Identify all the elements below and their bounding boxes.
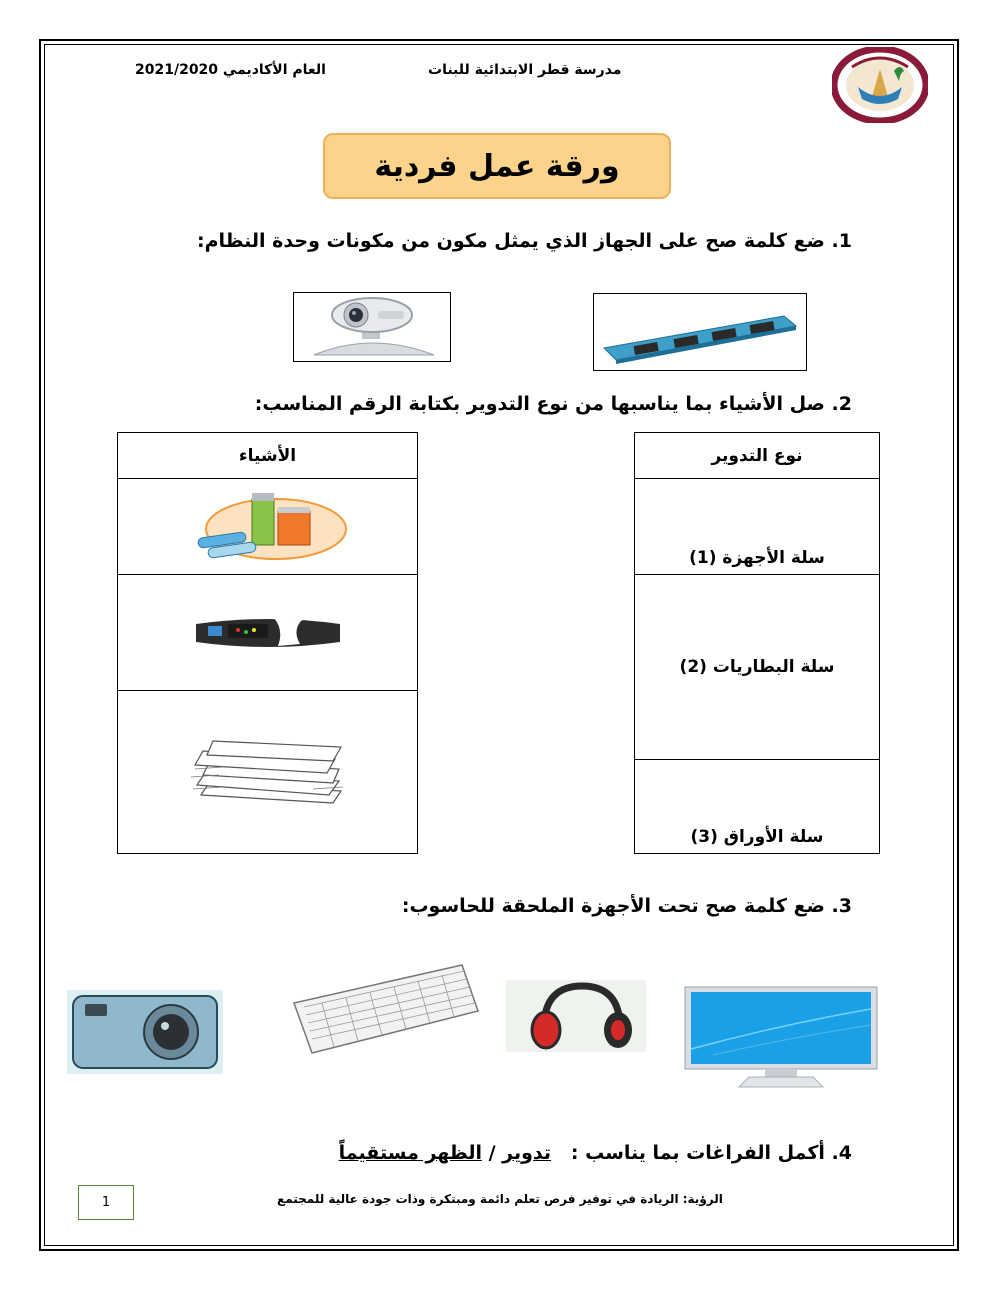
question4-word1: تدوير	[502, 1142, 552, 1164]
school-name: مدرسة قطر الابتدائية للبنات	[428, 62, 622, 78]
papers-icon	[183, 725, 353, 815]
keyboard-icon[interactable]	[292, 963, 480, 1055]
academic-year-value: 2021/2020	[135, 62, 219, 78]
type-devices-basket: سلة الأجهزة (1)	[635, 479, 880, 575]
vision-statement: الرؤية: الريادة في توفير فرص تعلم دائمة ومبتكرة وذات جودة عالية للمجتمع	[277, 1192, 723, 1206]
batteries-icon	[188, 485, 348, 565]
question1-number: 1.	[831, 230, 852, 252]
question3-text: ضع كلمة صح تحت الأجهزة الملحقة للحاسوب:	[401, 895, 825, 917]
headphones-icon[interactable]	[506, 980, 646, 1052]
question2	[255, 393, 852, 415]
recycling-types-table	[634, 432, 880, 854]
electronic-device-cell[interactable]	[118, 575, 418, 691]
page-number: 1	[78, 1185, 134, 1220]
question4-number: 4.	[831, 1142, 852, 1164]
question4-word2: الظهر مستقيماً	[338, 1142, 482, 1164]
ministry-logo-icon	[832, 47, 928, 123]
academic-year	[135, 62, 326, 78]
question2-number: 2.	[831, 393, 852, 415]
papers-cell[interactable]	[118, 691, 418, 854]
question1	[197, 230, 852, 252]
question3	[402, 895, 852, 917]
ram-image[interactable]	[593, 293, 807, 371]
camera-icon[interactable]	[67, 990, 223, 1074]
academic-year-label: العام الأكاديمي	[222, 62, 326, 78]
type-papers-basket: سلة الأوراق (3)	[635, 760, 880, 854]
batteries-cell[interactable]	[118, 479, 418, 575]
types-header: نوع التدوير	[635, 433, 880, 479]
question4-separator: /	[488, 1142, 496, 1164]
question1-text: ضع كلمة صح على الجهاز الذي يمثل مكون من مكونات وحدة النظام:	[197, 230, 825, 252]
type-batteries-basket: سلة البطاريات (2)	[635, 575, 880, 760]
question2-text: صل الأشياء بما يناسبها من نوع التدوير بكتابة الرقم المناسب:	[254, 393, 825, 415]
objects-header: الأشياء	[118, 433, 418, 479]
objects-table	[117, 432, 418, 854]
monitor-icon[interactable]	[683, 985, 879, 1089]
question4-text: أكمل الفراغات بما يناسب :	[570, 1142, 825, 1164]
electronic-device-icon	[188, 606, 348, 656]
ram-memory-icon	[594, 294, 805, 369]
webcam-image[interactable]	[293, 292, 451, 362]
worksheet-title: ورقة عمل فردية	[323, 133, 671, 199]
question3-number: 3.	[831, 895, 852, 917]
webcam-icon	[294, 293, 449, 360]
question4	[339, 1142, 852, 1164]
